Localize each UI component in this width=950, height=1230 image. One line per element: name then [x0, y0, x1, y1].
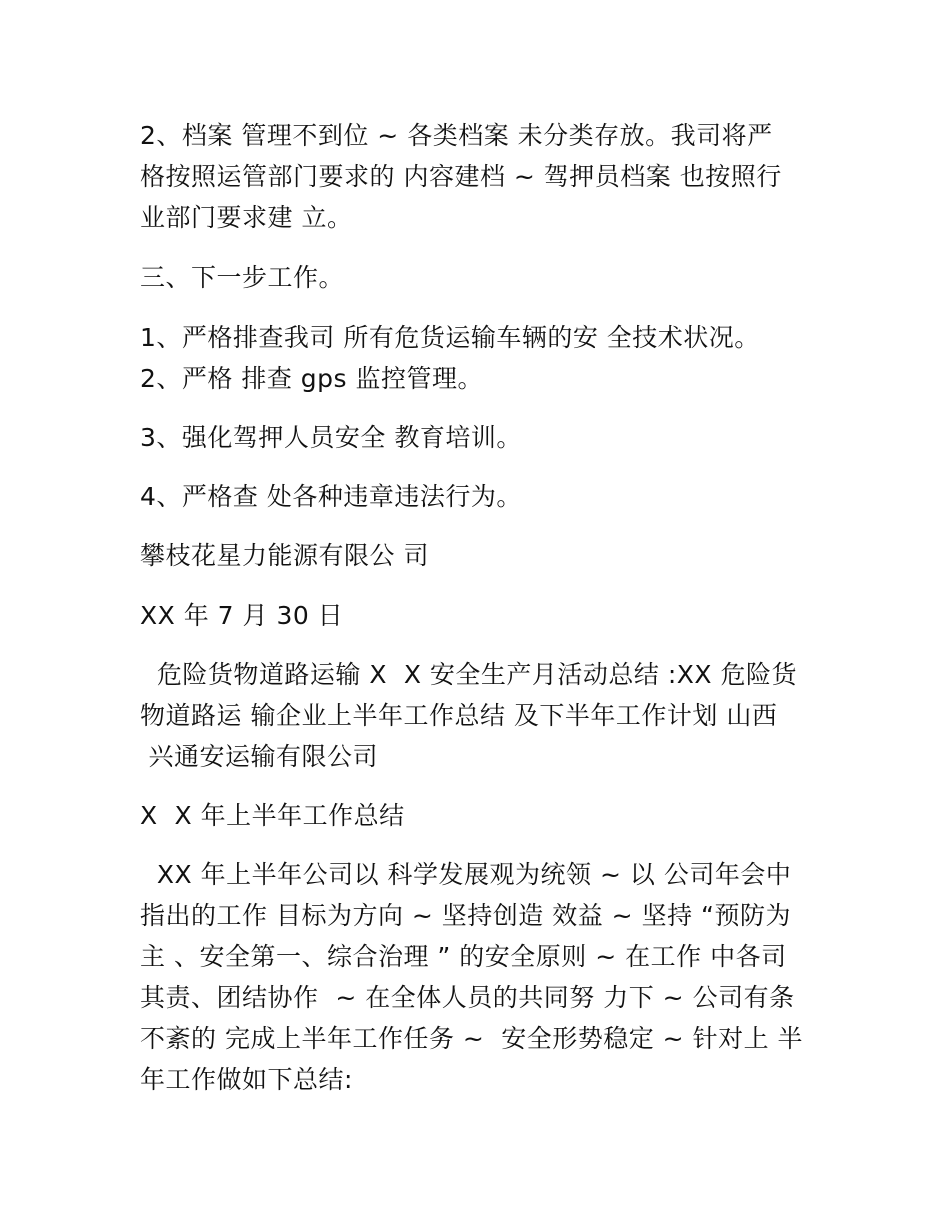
- section-heading: 三、下一步工作。: [140, 263, 345, 292]
- list-item: 2、严格 排查 gps 监控管理。: [140, 364, 484, 393]
- section-heading: X X 年上半年工作总结: [140, 801, 405, 830]
- list-item: 3、强化驾押人员安全 教育培训。: [140, 423, 522, 452]
- text-line: 物道路运 输企业上半年工作总结 及下半年工作计划 山西: [140, 701, 778, 730]
- text-line: 指出的工作 目标为方向 ~ 坚持创造 效益 ~ 坚持 “预防为: [140, 901, 791, 930]
- text-line: 业部门要求建 立。: [140, 203, 353, 232]
- company-name: 攀枝花星力能源有限公 司: [140, 541, 429, 570]
- text-line: 危险货物道路运输 X X 安全生产月活动总结 :XX 危险货: [140, 660, 798, 689]
- text-line: 格按照运管部门要求的 内容建档 ~ 驾押员档案 也按照行: [140, 162, 782, 191]
- text-line: 其责、团结协作 ~ 在全体人员的共同努 力下 ~ 公司有条: [140, 983, 795, 1012]
- list-item: 1、严格排查我司 所有危货运输车辆的安 全技术状况。: [140, 323, 760, 352]
- date-line: XX 年 7 月 30 日: [140, 601, 344, 630]
- text-line: 兴通安运输有限公司: [140, 742, 378, 771]
- text-line: 2、档案 管理不到位 ~ 各类档案 未分类存放。我司将严: [140, 121, 773, 150]
- text-line: 不紊的 完成上半年工作任务 ~ 安全形势稳定 ~ 针对上 半: [140, 1024, 804, 1053]
- text-line: XX 年上半年公司以 科学发展观为统领 ~ 以 公司年会中: [140, 860, 792, 889]
- text-line: 主 、安全第一、综合治理 ” 的安全原则 ~ 在工作 中各司: [140, 942, 787, 971]
- text-line: 年工作做如下总结:: [140, 1065, 353, 1094]
- list-item: 4、严格查 处各种违章违法行为。: [140, 482, 522, 511]
